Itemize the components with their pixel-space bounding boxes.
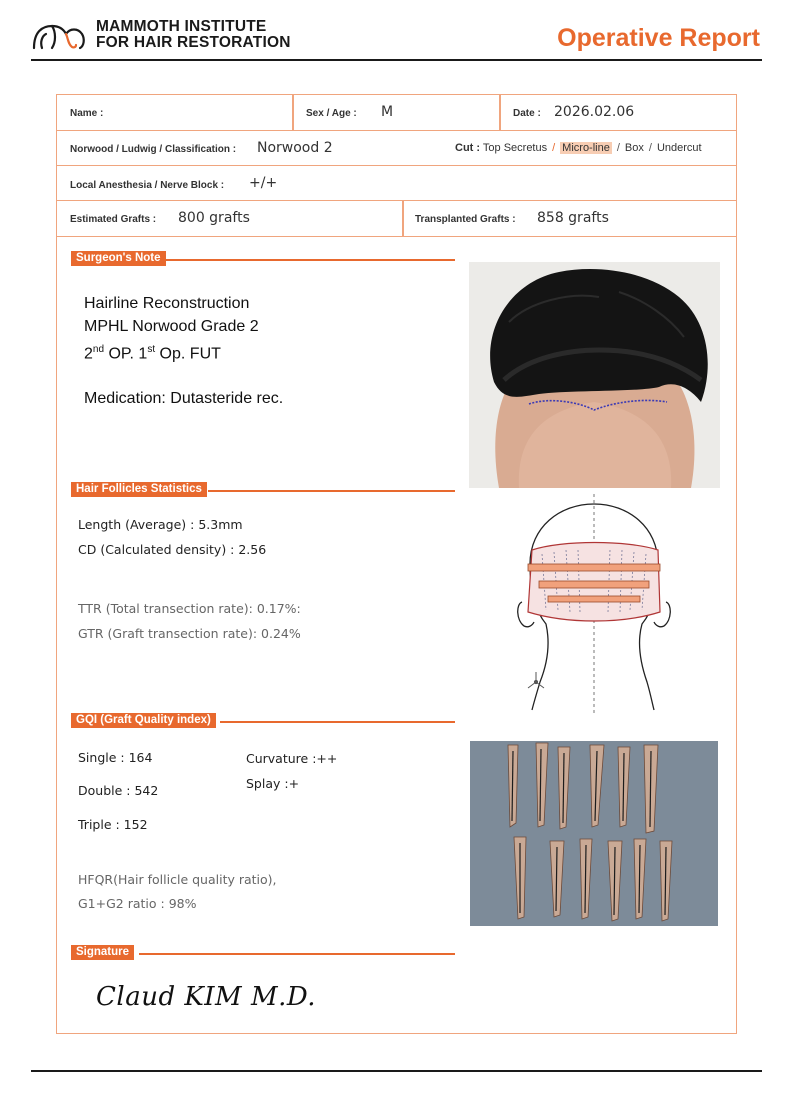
cut-options	[455, 142, 702, 154]
calculated-density: CD (Calculated density) : 2.56	[78, 542, 267, 557]
date-field[interactable]: 2026.02.06	[554, 104, 635, 120]
note-line: Hairline Reconstruction	[84, 295, 250, 312]
name-label: Name :	[70, 108, 104, 119]
header-rule	[31, 59, 762, 61]
form-row-grafts	[57, 201, 736, 237]
graft-transection-rate: GTR (Graft transection rate): 0.24%	[78, 626, 301, 641]
transplanted-grafts-label: Transplanted Grafts :	[415, 214, 516, 225]
form-row-anesthesia	[57, 166, 736, 201]
org-name-line2: FOR HAIR RESTORATION	[96, 34, 291, 51]
splay: Splay :+	[246, 776, 300, 791]
org-name	[96, 19, 291, 51]
curvature: Curvature :++	[246, 751, 338, 766]
gqi-heading: GQI (Graft Quality index)	[71, 713, 216, 728]
note-line: MPHL Norwood Grade 2	[84, 318, 259, 335]
cut-option-top-secretus[interactable]: Top Secretus	[482, 142, 548, 154]
triple-grafts: Triple : 152	[78, 817, 148, 832]
total-transection-rate: TTR (Total transection rate): 0.17%:	[78, 601, 301, 616]
note-line: 2nd OP. 1st Op. FUT	[84, 344, 221, 363]
divider	[499, 95, 501, 130]
divider	[402, 201, 404, 236]
double-grafts: Double : 542	[78, 783, 159, 798]
date-label: Date :	[513, 108, 541, 119]
anesthesia-field[interactable]: +/+	[249, 175, 278, 191]
form-row-classification	[57, 131, 736, 166]
org-name-line1: MAMMOTH INSTITUTE	[96, 18, 267, 35]
surgeon-signature: Claud KIM M.D.	[96, 982, 317, 1012]
cut-option-micro-line[interactable]: Micro-line	[562, 142, 610, 154]
transplanted-grafts-field[interactable]: 858 grafts	[537, 210, 609, 226]
anesthesia-label: Local Anesthesia / Nerve Block :	[70, 180, 225, 191]
section-rule	[220, 721, 455, 723]
length-average: Length (Average) : 5.3mm	[78, 517, 243, 532]
patient-hairline-photo	[469, 262, 720, 488]
follicle-stats-heading: Hair Follicles Statistics	[71, 482, 207, 497]
estimated-grafts-label: Estimated Grafts :	[70, 214, 157, 225]
document-title: Operative Report	[557, 24, 760, 52]
surgeons-note-heading: Surgeon's Note	[71, 251, 166, 266]
estimated-grafts-field[interactable]: 800 grafts	[178, 210, 250, 226]
single-grafts: Single : 164	[78, 750, 153, 765]
footer-rule	[31, 1070, 762, 1072]
cut-option-box[interactable]: Box	[624, 142, 644, 154]
graft-sample-photo	[470, 741, 718, 926]
section-rule	[165, 259, 455, 261]
head-diagram-icon	[512, 492, 672, 714]
section-rule	[208, 490, 455, 492]
divider	[292, 95, 294, 130]
sex-age-field[interactable]: M	[381, 104, 394, 120]
section-rule	[139, 953, 455, 955]
classification-field[interactable]: Norwood 2	[257, 140, 333, 156]
separator: /	[552, 142, 556, 154]
g1-g2-ratio: G1+G2 ratio : 98%	[78, 896, 197, 911]
sex-age-label: Sex / Age :	[306, 108, 357, 119]
cut-option-undercut[interactable]: Undercut	[656, 142, 702, 154]
cut-label: Cut :	[455, 142, 481, 154]
note-line: Medication: Dutasteride rec.	[84, 390, 284, 408]
hfqr-label: HFQR(Hair follicle quality ratio),	[78, 872, 277, 887]
form-row-name	[57, 95, 736, 131]
surgeons-note-text	[84, 292, 283, 410]
axis-icon	[528, 672, 544, 688]
classification-label: Norwood / Ludwig / Classification :	[70, 144, 237, 155]
signature-heading: Signature	[71, 945, 134, 960]
mammoth-logo-icon	[30, 20, 88, 52]
separator: /	[648, 142, 652, 154]
separator: /	[616, 142, 620, 154]
